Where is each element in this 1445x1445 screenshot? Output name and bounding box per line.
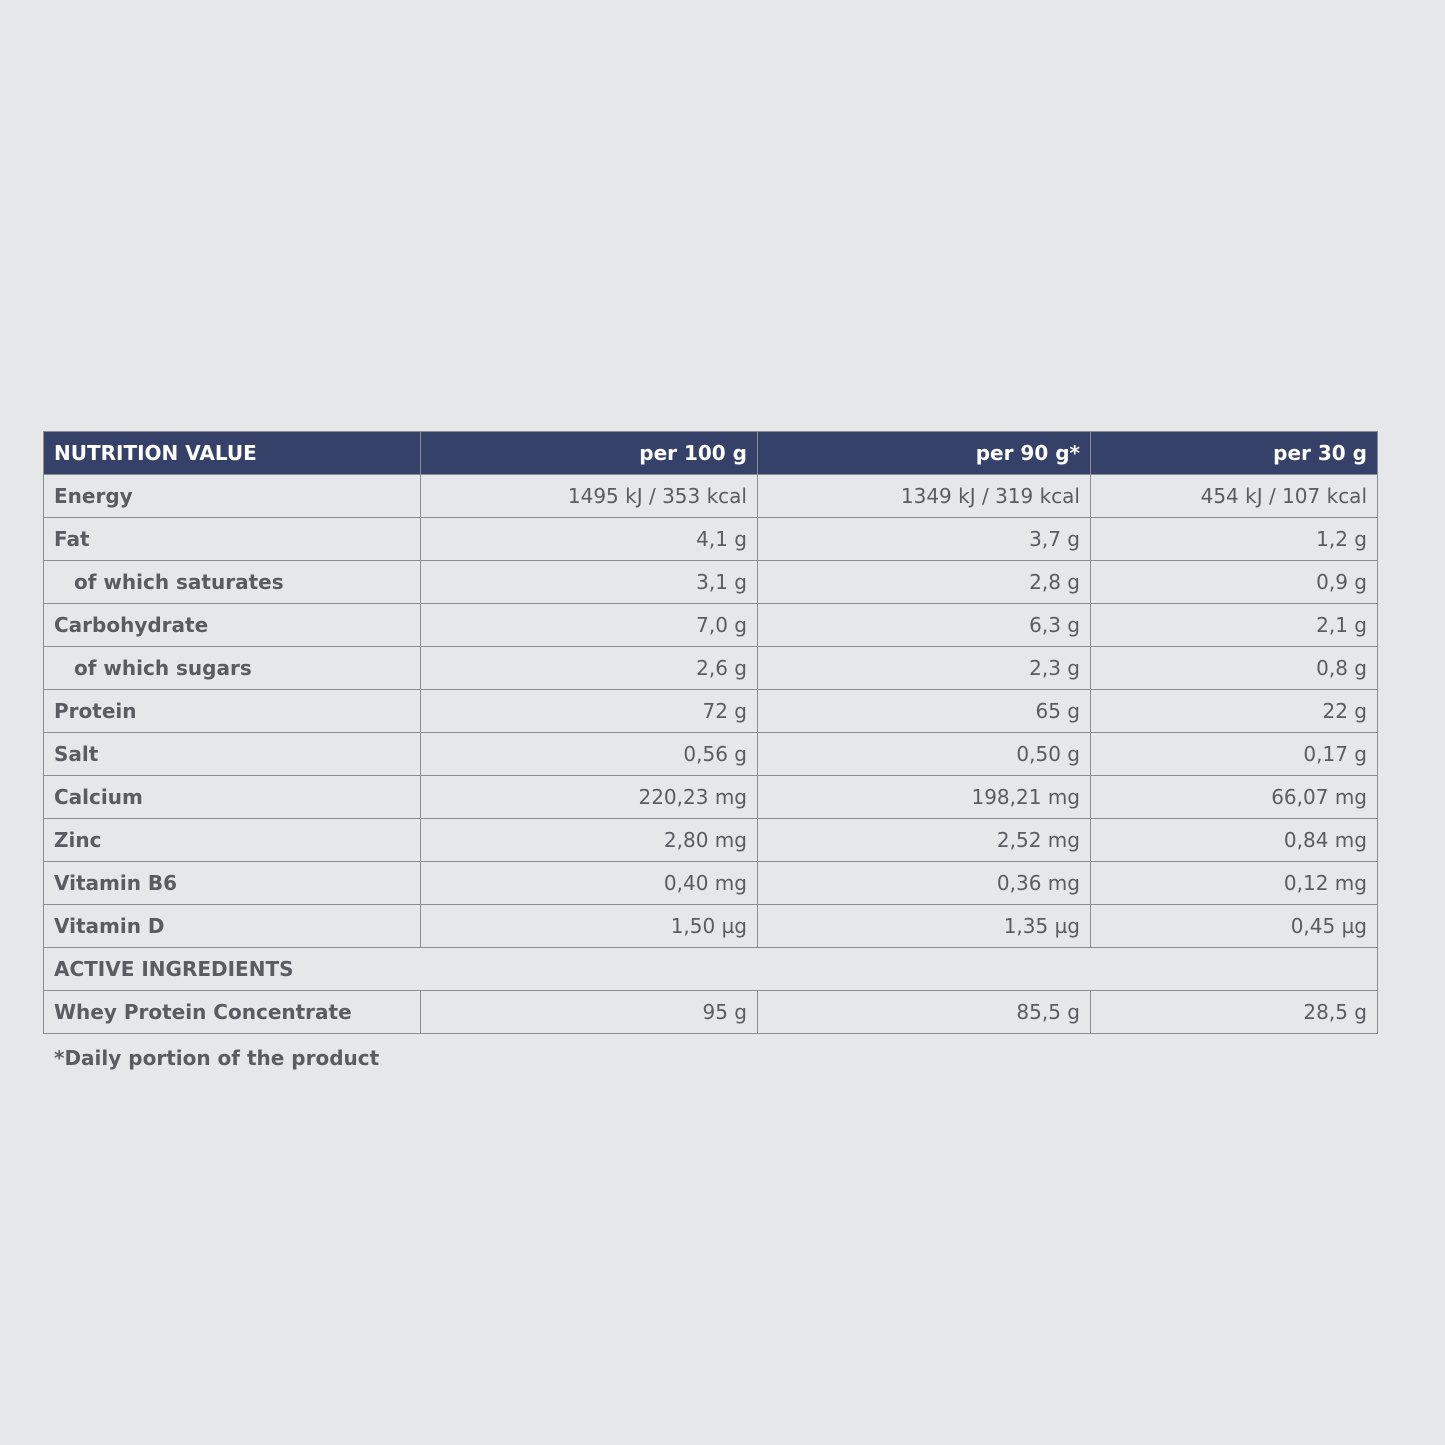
row-label: Carbohydrate (44, 604, 421, 647)
row-label: of which saturates (44, 561, 421, 604)
footnote: *Daily portion of the product (54, 1046, 380, 1070)
nutrition-table (43, 431, 1378, 1034)
value-per-30g: 0,8 g (1091, 647, 1378, 690)
row-label: Fat (44, 518, 421, 561)
value-per-30g: 0,84 mg (1091, 819, 1378, 862)
value-per-30g: 1,2 g (1091, 518, 1378, 561)
table-row (44, 690, 1378, 733)
header-nutrition-value: NUTRITION VALUE (44, 432, 421, 475)
value-per-30g: 2,1 g (1091, 604, 1378, 647)
table-row (44, 905, 1378, 948)
row-label: Vitamin B6 (44, 862, 421, 905)
value-per-90g: 6,3 g (758, 604, 1091, 647)
table-row (44, 604, 1378, 647)
value-per-30g: 28,5 g (1091, 991, 1378, 1034)
table-row (44, 561, 1378, 604)
row-label: Protein (44, 690, 421, 733)
value-per-90g: 0,50 g (758, 733, 1091, 776)
value-per-100g: 0,40 mg (421, 862, 758, 905)
table-row (44, 518, 1378, 561)
value-per-100g: 72 g (421, 690, 758, 733)
value-per-90g: 65 g (758, 690, 1091, 733)
value-per-90g: 2,3 g (758, 647, 1091, 690)
header-row (44, 432, 1378, 475)
value-per-90g: 2,8 g (758, 561, 1091, 604)
table-row (44, 475, 1378, 518)
table-row (44, 733, 1378, 776)
value-per-100g: 2,80 mg (421, 819, 758, 862)
value-per-90g: 85,5 g (758, 991, 1091, 1034)
value-per-100g: 3,1 g (421, 561, 758, 604)
table-row (44, 819, 1378, 862)
table-body (44, 475, 1378, 1034)
value-per-30g: 0,45 µg (1091, 905, 1378, 948)
row-label: Vitamin D (44, 905, 421, 948)
header-per-30g: per 30 g (1091, 432, 1378, 475)
value-per-100g: 0,56 g (421, 733, 758, 776)
value-per-100g: 1495 kJ / 353 kcal (421, 475, 758, 518)
table-row (44, 991, 1378, 1034)
value-per-90g: 0,36 mg (758, 862, 1091, 905)
value-per-30g: 66,07 mg (1091, 776, 1378, 819)
section-title-active-ingredients: ACTIVE INGREDIENTS (44, 948, 1378, 991)
value-per-100g: 4,1 g (421, 518, 758, 561)
row-label: Energy (44, 475, 421, 518)
table-header (44, 432, 1378, 475)
row-label: Whey Protein Concentrate (44, 991, 421, 1034)
row-label: Salt (44, 733, 421, 776)
value-per-100g: 220,23 mg (421, 776, 758, 819)
value-per-90g: 198,21 mg (758, 776, 1091, 819)
value-per-100g: 2,6 g (421, 647, 758, 690)
value-per-100g: 95 g (421, 991, 758, 1034)
row-label: Zinc (44, 819, 421, 862)
value-per-90g: 1349 kJ / 319 kcal (758, 475, 1091, 518)
value-per-100g: 1,50 µg (421, 905, 758, 948)
value-per-30g: 454 kJ / 107 kcal (1091, 475, 1378, 518)
table-row (44, 862, 1378, 905)
value-per-30g: 0,9 g (1091, 561, 1378, 604)
row-label: of which sugars (44, 647, 421, 690)
row-label: Calcium (44, 776, 421, 819)
header-per-100g: per 100 g (421, 432, 758, 475)
value-per-90g: 2,52 mg (758, 819, 1091, 862)
header-per-90g: per 90 g* (758, 432, 1091, 475)
value-per-30g: 0,17 g (1091, 733, 1378, 776)
value-per-30g: 0,12 mg (1091, 862, 1378, 905)
value-per-90g: 3,7 g (758, 518, 1091, 561)
value-per-90g: 1,35 µg (758, 905, 1091, 948)
value-per-100g: 7,0 g (421, 604, 758, 647)
table-row (44, 647, 1378, 690)
table-row (44, 776, 1378, 819)
value-per-30g: 22 g (1091, 690, 1378, 733)
section-row (44, 948, 1378, 991)
